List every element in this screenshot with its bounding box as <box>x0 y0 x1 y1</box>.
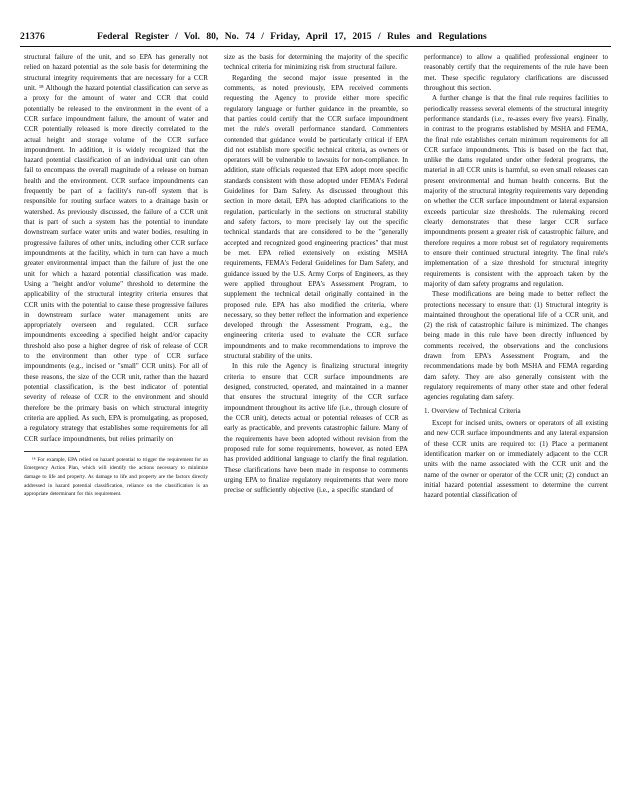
paragraph: Regarding the second major issue presented in the comments, as noted previously, EPA received comments requesting the Agency to provide either more specific regulatory language or further guidance in the preamble, so that parties could certify that the CCR surface impoundment met the rule's overall performance standard. Commenters contended that guidance would be particularly critical if EPA did not establish more specific technical criteria, as owners or operators will be vulnerable to lawsuits for non-compliance. In addition, state officials requested that EPA adopt more specific standards consistent with those adopted under FEMA's Federal Guidelines for Dam Safety. As discussed throughout this section in more detail, EPA has adopted clarifications to the regulation, particularly in the sections on structural stability and safety factors, to more precisely lay out the specific technical standards that are considered to be the "generally accepted and recognized good engineering practices" that must be met. EPA relied extensively on existing MSHA requirements, FEMA's Federal Guidelines for Dam Safety, and guidance issued by the U.S. Army Corps of Engineers, as they were applied throughout EPA's Assessment Program, to supplement the technical detail originally contained in the proposed rule. EPA has also modified the criteria, where necessary, so they better reflect the information and experience developed through the Assessment Program, e.g., the engineering criteria used to evaluate the CCR surface impoundments and to make recommendations to improve the structural stability of the units. <box>224 73 408 361</box>
section-heading: 1. Overview of Technical Criteria <box>424 406 521 415</box>
column-middle <box>224 52 408 495</box>
paragraph: size as the basis for determining the majority of the specific technical criteria for minimizing risk from structural failure. <box>224 53 408 72</box>
footnote-divider <box>24 451 80 452</box>
column-left <box>24 52 208 499</box>
paragraph: These modifications are being made to better reflect the protections necessary to ensure that: (1) Structural integrity is maintained throughout the operational life of a CCR unit, and (2) the risk of catastrophic failure is minimized. The changes being made in this rule have been directly influenced by comments received, the observations and the conclusions drawn from EPA's Assessment Program, and the recommendations made by both MSHA and FEMA regarding dam safety. They are also generally consistent with the regulatory requirements of many other state and other federal agencies regulating dam safety. <box>424 290 608 402</box>
header-rule <box>20 46 611 47</box>
publication-title: Federal Register / Vol. 80, No. 74 / Friday, April 17, 2015 / Rules and Regulations <box>96 30 487 42</box>
footnote: ¹⁸ For example, EPA relied on hazard potential to trigger the requirement for an Emergency Action Plan, which will identify the actions necessary to minimize damage to life and property. As damage to life and property are the factors directly addressed in hazard potential classification, reliance on the classification is an appropriate determinant for this requirement. <box>24 456 208 498</box>
paragraph: A further change is that the final rule requires facilities to periodically reassess several elements of the structural integrity performance standards (i.e., re-asses every five years). Finally, in contrast to the programs established by MSHA and FEMA, the final rule establishes certain minimum requirements for all CCR surface impoundments. This is based on the fact that, unlike the dams regulated under other federal programs, the material in all CCR units is harmful, so even small releases can present environmental and human health concerns. But the majority of the structural integrity requirements vary depending on whether the CCR surface impoundment or lateral expansion exceeds particular size thresholds. The rulemaking record clearly demonstrates that these larger CCR surface impoundments present a greater risk of catastrophic failure, and therefore requires a more robust set of regulatory requirements to ensure their continued structural integrity. The final rule's implementation of a size threshold for structural integrity requirements is consistent with the approach taken by the majority of dam safety programs and regulation. <box>424 94 608 288</box>
paragraph: structural failure of the unit, and so EPA has generally not relied on hazard potential as the sole basis for determining the structural integrity requirements that are necessary for a CCR unit. ¹⁸ Although the hazard potential classification can serve as a proxy for the amount of water and CCR that could potentially be released to the environment in the event of a CCR surface impoundment failure, the amount of water and CCR potentially released is more directly correlated to the actual height and storage volume of the CCR surface impoundment. In addition, it is widely recognized that the hazard potential classification of an individual unit can often fail to encompass the overall magnitude of a release on human health and the environment. CCR surface impoundments can frequently be part of a facility's run-off system that is responsible for routing surface waters to a drainage basin or watershed. As previously discussed, the failure of a CCR unit that is part of such a system has the potential to inundate downstream surface water units and water bodies, resulting in progressive failures of other units, including other CCR surface impoundments at the facility, which in turn can have a much greater environmental impact than the failure of just the one unit for which a hazard potential classification was made. Using a "height and/or volume" threshold to determine the applicability of the structural integrity criteria ensures that CCR units with the potential to cause these progressive failures in downstream surface water management units are appropriately overseen and regulated. CCR surface impoundments exceeding a specified height and/or capacity threshold also pose a higher degree of risk of release of CCR to the environment than other type of CCR surface impoundments (e.g., incised or "small" CCR units). For all of these reasons, the size of the CCR unit, rather than the hazard potential classification, is the best indicator of potential severity of release of CCR to the environment and should therefore be the primary basis on which structural integrity criteria are applied. As such, EPA is promulgating, as proposed, a regulatory strategy that establishes some requirements for all CCR surface impoundments, but relies primarily on <box>24 53 208 443</box>
column-right <box>424 52 608 500</box>
paragraph: performance) to allow a qualified professional engineer to reasonably certify that the requirements of the rule have been met. These specific regulatory clarifications are discussed throughout this section. <box>424 53 608 92</box>
page-number: 21376 <box>20 30 45 42</box>
paragraph: In this rule the Agency is finalizing structural integrity criteria to ensure that CCR surface impoundments are designed, constructed, operated, and maintained in a manner that ensures the structural integrity of the CCR surface impoundment throughout its active life (i.e., through closure of the CCR unit), detects actual or potential releases of CCR as early as practicable, and prevents catastrophic failure. Many of the requirements have been adopted without revision from the proposed rule for some requirements, however, as noted EPA has provided additional language to clarify the final regulation. These clarifications have been made in response to comments urging EPA to finalize regulatory requirements that were more precise or sufficiently objective (i.e., a specific standard of <box>224 362 408 495</box>
page-header <box>20 29 612 43</box>
paragraph: Except for incised units, owners or operators of all existing and new CCR surface impoundments and any lateral expansion of these CCR units are required to: (1) Place a permanent identification marker on or immediately adjacent to the CCR units with the name associated with the CCR unit and the name of the owner or operator of the CCR unit; (2) conduct an initial hazard potential assessment to determine the current hazard potential classification of <box>424 418 608 500</box>
